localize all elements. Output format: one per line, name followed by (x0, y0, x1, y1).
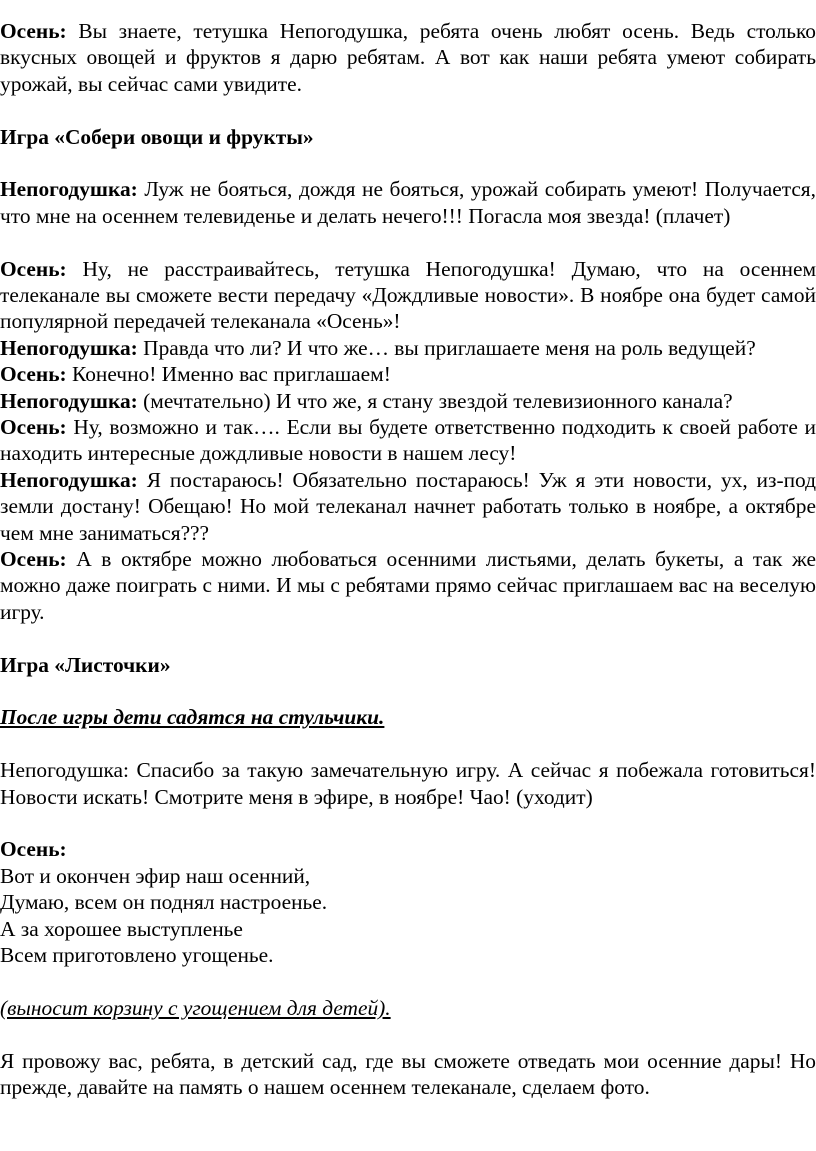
paragraph-text: Луж не бояться, дождя не бояться, урожай собирать умеют! Получается, что мне на осеннем телевиденье и делать нечего!!! Погасла моя звезда! (плачет) (0, 177, 816, 228)
game-heading-2: Игра «Листочки» (0, 652, 171, 677)
speaker-label: Непогодушка: (0, 177, 138, 202)
dialogue-line (0, 546, 816, 625)
dialogue-line (0, 361, 816, 387)
paragraph-farewell: Непогодушка: Спасибо за такую замечательную игру. А сейчас я побежала готовиться! Новости искать! Смотрите меня в эфире, в ноябре! Чао! (уходит) (0, 758, 816, 809)
game-heading-1: Игра «Собери овощи и фрукты» (0, 124, 314, 149)
poem-line: А за хорошее выступленье (0, 916, 243, 941)
dialogue-text: Конечно! Именно вас приглашаем! (66, 362, 391, 387)
poem (0, 836, 816, 968)
poem-line: Думаю, всем он поднял настроенье. (0, 890, 328, 915)
stage-direction: После игры дети садятся на стульчики. (0, 705, 385, 730)
speaker-label: Осень: (0, 19, 67, 43)
dialogue-text: А в октябре можно любоваться осенними листьями, делать букеты, а так же можно даже поиграть с ними. И мы с ребятами прямо сейчас приглашаем вас на веселую игру. (0, 547, 816, 624)
speaker-label: Осень: (0, 837, 67, 862)
poem-line: Вот и окончен эфир наш осенний, (0, 863, 311, 888)
stage-direction: (выносит корзину с угощением для детей). (0, 995, 391, 1020)
dialogue-line (0, 335, 816, 361)
poem-line: Всем приготовлено угощенье. (0, 943, 274, 968)
spacer (0, 678, 816, 704)
dialogue-text: Ну, не расстраивайтесь, тетушка Непогодушка! Думаю, что на осеннем телеканале вы сможете вести передачу «Дождливые новости». В ноябре она будет самой популярной передачей телеканала «Осень»! (0, 256, 816, 334)
spacer (0, 97, 816, 123)
spacer (0, 731, 816, 757)
dialogue-text: Ну, возможно и так…. Если вы будете ответственно подходить к своей работе и находить интересные дождливые новости в нашем лесу! (0, 415, 816, 466)
spacer (0, 810, 816, 836)
dialogue-text: Я постараюсь! Обязательно постараюсь! Уж я эти новости, ух, из-под земли достану! Обещаю! Но мой телеканал начнет работать только в ноябре, а октябре чем мне заниматься??? (0, 467, 816, 545)
spacer (0, 625, 816, 651)
dialogue-line (0, 256, 816, 335)
spacer (0, 229, 816, 255)
speaker-label: Осень: (0, 362, 67, 387)
speaker-label: Осень: (0, 256, 67, 281)
dialogue-line (0, 467, 816, 546)
dialogue-line (0, 388, 816, 414)
paragraph-closing: Я провожу вас, ребята, в детский сад, где вы сможете отведать мои осенние дары! Но прежде, давайте на память о нашем осеннем телеканале, сделаем фото. (0, 1048, 816, 1100)
speaker-label: Непогодушка: (0, 388, 138, 413)
spacer (0, 969, 816, 995)
speaker-label: Осень: (0, 415, 67, 440)
spacer (0, 1021, 816, 1047)
speaker-label: Непогодушка: (0, 335, 138, 360)
paragraph-text: Вы знаете, тетушка Непогодушка, ребята очень любят осень. Ведь столько вкусных овощей и фруктов я дарю ребятам. А вот как наши ребята умеют собирать урожай, вы сейчас сами увидите. (0, 19, 816, 96)
speaker-label: Непогодушка: (0, 467, 138, 492)
speaker-label: Осень: (0, 547, 67, 572)
spacer (0, 150, 816, 176)
dialogue-line (0, 414, 816, 467)
paragraph-nepogodushka (0, 176, 816, 229)
paragraph-intro (0, 18, 816, 97)
dialogue-text: Правда что ли? И что же… вы приглашаете меня на роль ведущей? (137, 335, 756, 360)
dialogue-text: (мечтательно) И что же, я стану звездой телевизионного канала? (137, 388, 733, 413)
